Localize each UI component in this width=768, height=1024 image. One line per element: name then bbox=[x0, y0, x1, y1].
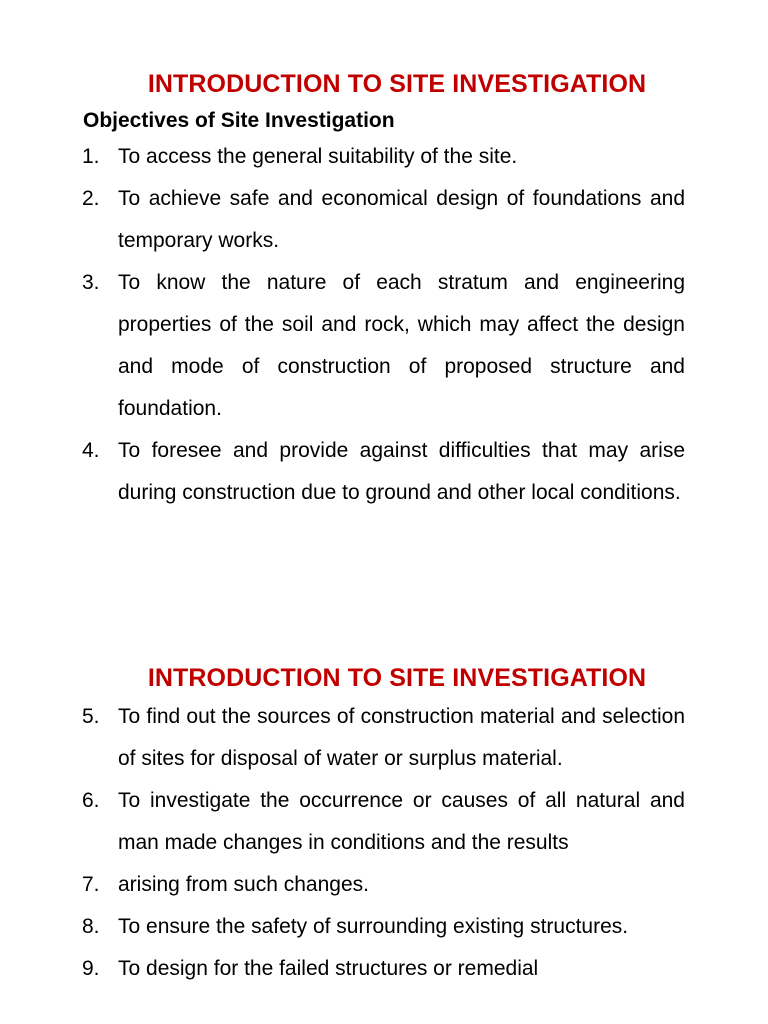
list-item bbox=[0, 906, 685, 948]
list-item-text: arising from such changes. bbox=[118, 873, 369, 896]
list-item bbox=[0, 948, 685, 990]
list-item-text: To investigate the occurrence or causes of all natural and man made changes in conditions and the results bbox=[118, 789, 685, 854]
list-item bbox=[0, 262, 685, 430]
list-item-text: To achieve safe and economical design of foundations and temporary works. bbox=[118, 187, 685, 252]
list-item-number: 9. bbox=[82, 957, 100, 980]
objectives-list bbox=[0, 136, 768, 514]
list-item-number: 7. bbox=[82, 873, 100, 896]
list-item bbox=[0, 178, 685, 262]
list-item bbox=[0, 696, 685, 780]
list-item-text: To access the general suitability of the site. bbox=[118, 145, 518, 168]
list-item-number: 5. bbox=[82, 705, 100, 728]
list-item-number: 4. bbox=[82, 439, 100, 462]
section-subtitle: Objectives of Site Investigation bbox=[83, 109, 395, 132]
list-item-text: To design for the failed structures or remedial bbox=[118, 957, 539, 980]
list-item bbox=[0, 136, 685, 178]
list-item bbox=[0, 864, 685, 906]
page-title: INTRODUCTION TO SITE INVESTIGATION bbox=[147, 664, 647, 692]
list-item-number: 6. bbox=[82, 789, 100, 812]
list-item-text: To foresee and provide against difficulties that may arise during construction due to ground and other local conditions. bbox=[118, 439, 685, 504]
list-item-text: To ensure the safety of surrounding existing structures. bbox=[118, 915, 629, 938]
list-item-number: 8. bbox=[82, 915, 100, 938]
list-item bbox=[0, 780, 685, 864]
list-item-number: 2. bbox=[82, 187, 100, 210]
list-item-text: To know the nature of each stratum and engineering properties of the soil and rock, which may affect the design and mode of construction of proposed structure and foundation. bbox=[118, 271, 685, 420]
page-title: INTRODUCTION TO SITE INVESTIGATION bbox=[147, 70, 647, 98]
list-item bbox=[0, 430, 685, 514]
section-objectives-part-2 bbox=[0, 660, 768, 990]
list-item-number: 1. bbox=[82, 145, 100, 168]
list-item-text: To find out the sources of construction material and selection of sites for disposal of water or surplus material. bbox=[118, 705, 685, 770]
list-item-number: 3. bbox=[82, 271, 100, 294]
objectives-list bbox=[0, 696, 768, 990]
section-objectives-part-1 bbox=[0, 66, 768, 514]
